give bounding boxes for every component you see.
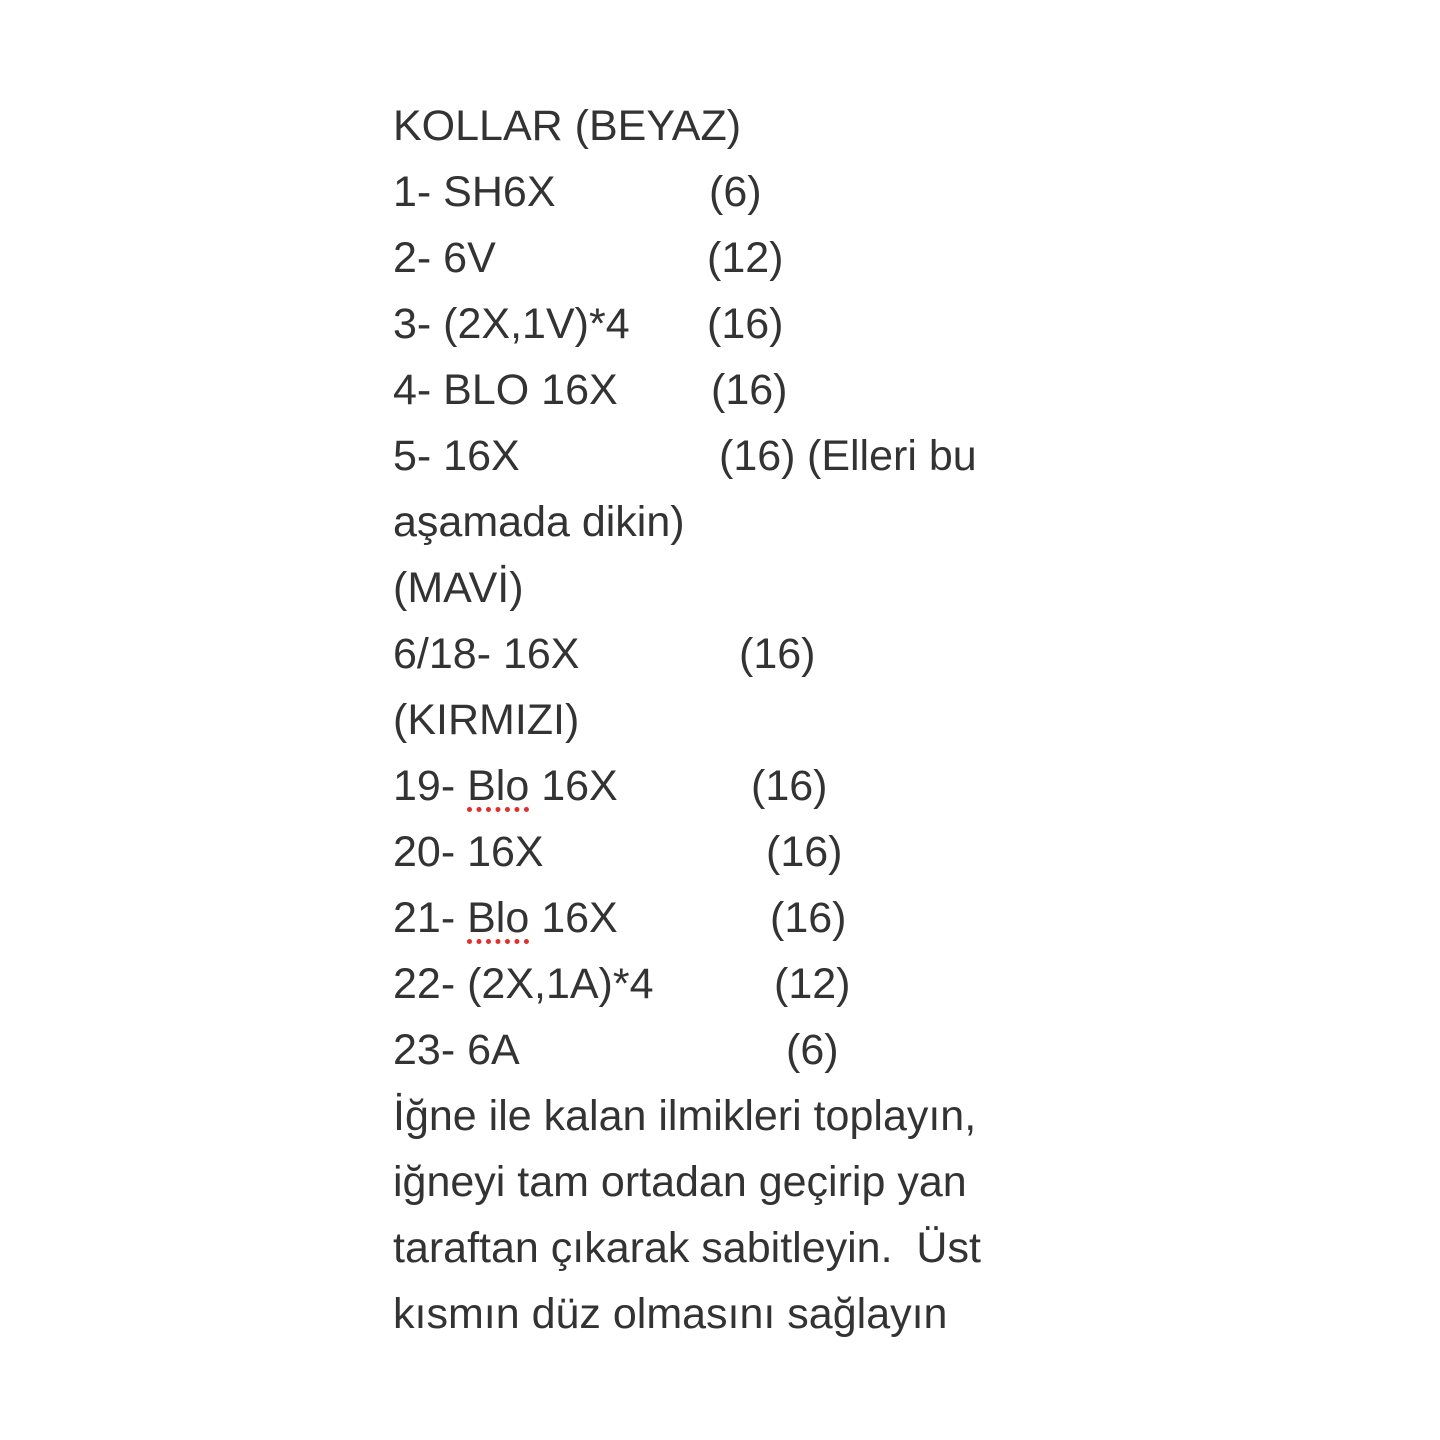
round-row — [393, 951, 1033, 1017]
round-row — [393, 159, 1033, 225]
round-row — [393, 225, 1033, 291]
round-instruction: 16X — [541, 762, 618, 810]
round-row — [393, 291, 1033, 357]
spellcheck-word: Blo — [467, 762, 530, 810]
stitch-count: (16) — [751, 762, 828, 810]
round-step: 2- 6V — [393, 234, 496, 282]
section-title — [393, 93, 1033, 159]
title-text: KOLLAR (BEYAZ) — [393, 102, 742, 150]
round-row — [393, 885, 1033, 951]
color-header-red — [393, 687, 1033, 753]
finishing-text: iğneyi tam ortadan geçirip yan — [393, 1158, 967, 1206]
round-step: 4- BLO 16X — [393, 366, 618, 414]
round-note-text: aşamada dikin) — [393, 498, 685, 546]
stitch-count: (16) — [766, 828, 843, 876]
finishing-line — [393, 1281, 1033, 1347]
stitch-count: (6) — [709, 168, 762, 216]
round-number: 19- — [393, 762, 456, 810]
round-note: (Elleri bu — [807, 432, 977, 480]
stitch-count: (16) — [707, 300, 784, 348]
color-header-text: (MAVİ) — [393, 564, 524, 612]
stitch-count: (16) — [739, 630, 816, 678]
spellcheck-word: Blo — [467, 894, 530, 942]
finishing-text: taraftan çıkarak sabitleyin. Üst — [393, 1224, 981, 1272]
finishing-line — [393, 1149, 1033, 1215]
pattern-note — [393, 93, 1033, 1347]
stitch-count: (6) — [786, 1026, 839, 1074]
round-row — [393, 1017, 1033, 1083]
stitch-count: (12) — [707, 234, 784, 282]
round-step — [393, 885, 618, 951]
stitch-count: (16) — [711, 366, 788, 414]
stitch-count: (16) — [719, 432, 796, 480]
finishing-text: İğne ile kalan ilmikleri toplayın, — [393, 1092, 977, 1140]
round-note-continued — [393, 489, 1033, 555]
round-row — [393, 621, 1033, 687]
round-row — [393, 753, 1033, 819]
round-number: 21- — [393, 894, 456, 942]
stitch-count: (12) — [774, 960, 851, 1008]
round-step: 6/18- 16X — [393, 630, 580, 678]
round-step: 3- (2X,1V)*4 — [393, 300, 630, 348]
round-row — [393, 819, 1033, 885]
round-step: 22- (2X,1A)*4 — [393, 960, 654, 1008]
stitch-count: (16) — [770, 894, 847, 942]
round-row — [393, 423, 1033, 489]
round-step: 1- SH6X — [393, 168, 556, 216]
color-header-blue — [393, 555, 1033, 621]
finishing-text: kısmın düz olmasını sağlayın — [393, 1290, 948, 1338]
round-row — [393, 357, 1033, 423]
round-step: 5- 16X — [393, 432, 520, 480]
round-step: 20- 16X — [393, 828, 544, 876]
round-step: 23- 6A — [393, 1026, 520, 1074]
finishing-line — [393, 1083, 1033, 1149]
round-instruction: 16X — [541, 894, 618, 942]
color-header-text: (KIRMIZI) — [393, 696, 580, 744]
round-step — [393, 753, 618, 819]
finishing-line — [393, 1215, 1033, 1281]
